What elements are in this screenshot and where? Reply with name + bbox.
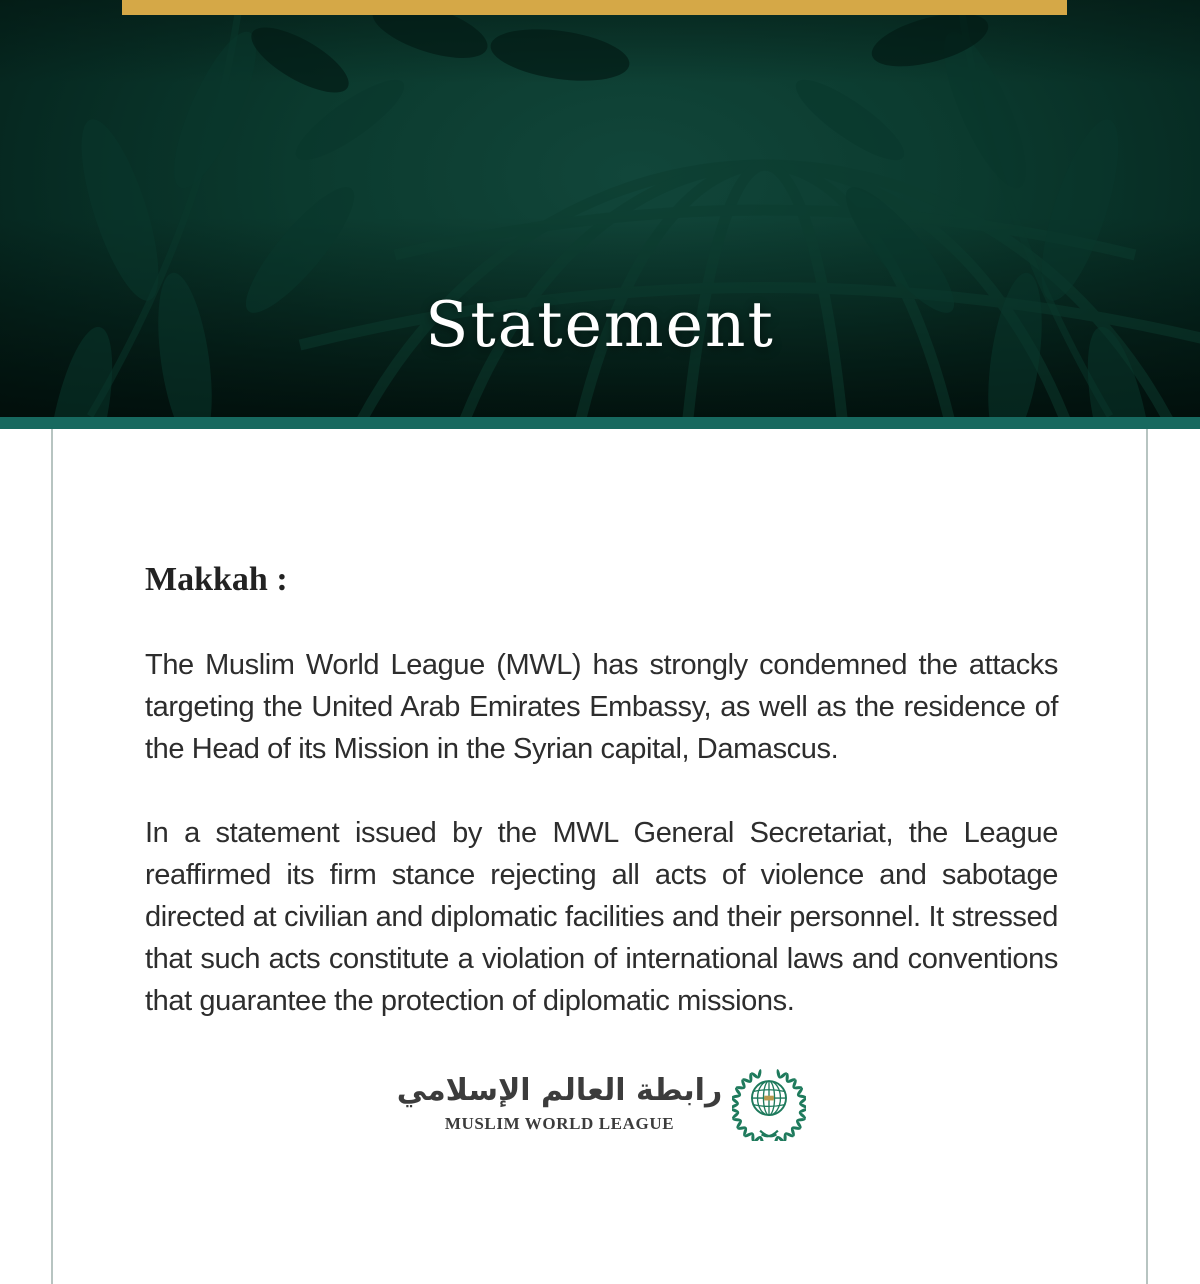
statement-body: [0, 429, 1200, 1284]
dark-leaves-motif: [242, 0, 993, 105]
statement-paragraph-2: In a statement issued by the MWL General Secretariat, the League reaffirmed its firm stance rejecting all acts of violence and sabotage directed at civilian and diplomatic facilities and their personnel. It stressed that such acts constitute a violation of international laws and conventions that guarantee the protection of diplomatic missions.: [145, 817, 1058, 1017]
mwl-arabic-name: رابطة العالم الإسلامي: [396, 1072, 723, 1108]
right-margin-line: [1146, 429, 1148, 1284]
mwl-globe-laurel-emblem-icon: [732, 1064, 806, 1141]
location-heading: Makkah :: [145, 561, 288, 598]
statement-paragraph-1: The Muslim World League (MWL) has strongly condemned the attacks targeting the United Arab Emirates Embassy, as well as the residence of the Head of its Mission in the Syrian capital, Damascus.: [145, 649, 1058, 765]
mwl-logo: [145, 1064, 1058, 1141]
teal-divider: [0, 417, 1200, 429]
page-title: Statement: [425, 288, 775, 361]
gold-accent-bar: [122, 0, 1067, 15]
left-margin-line: [51, 429, 53, 1284]
header-banner: [0, 0, 1200, 417]
mwl-org-name: MUSLIM WORLD LEAGUE: [444, 1113, 675, 1133]
emblem-gold-mark: [764, 1096, 774, 1101]
mwl-logo-text: [397, 1071, 723, 1134]
